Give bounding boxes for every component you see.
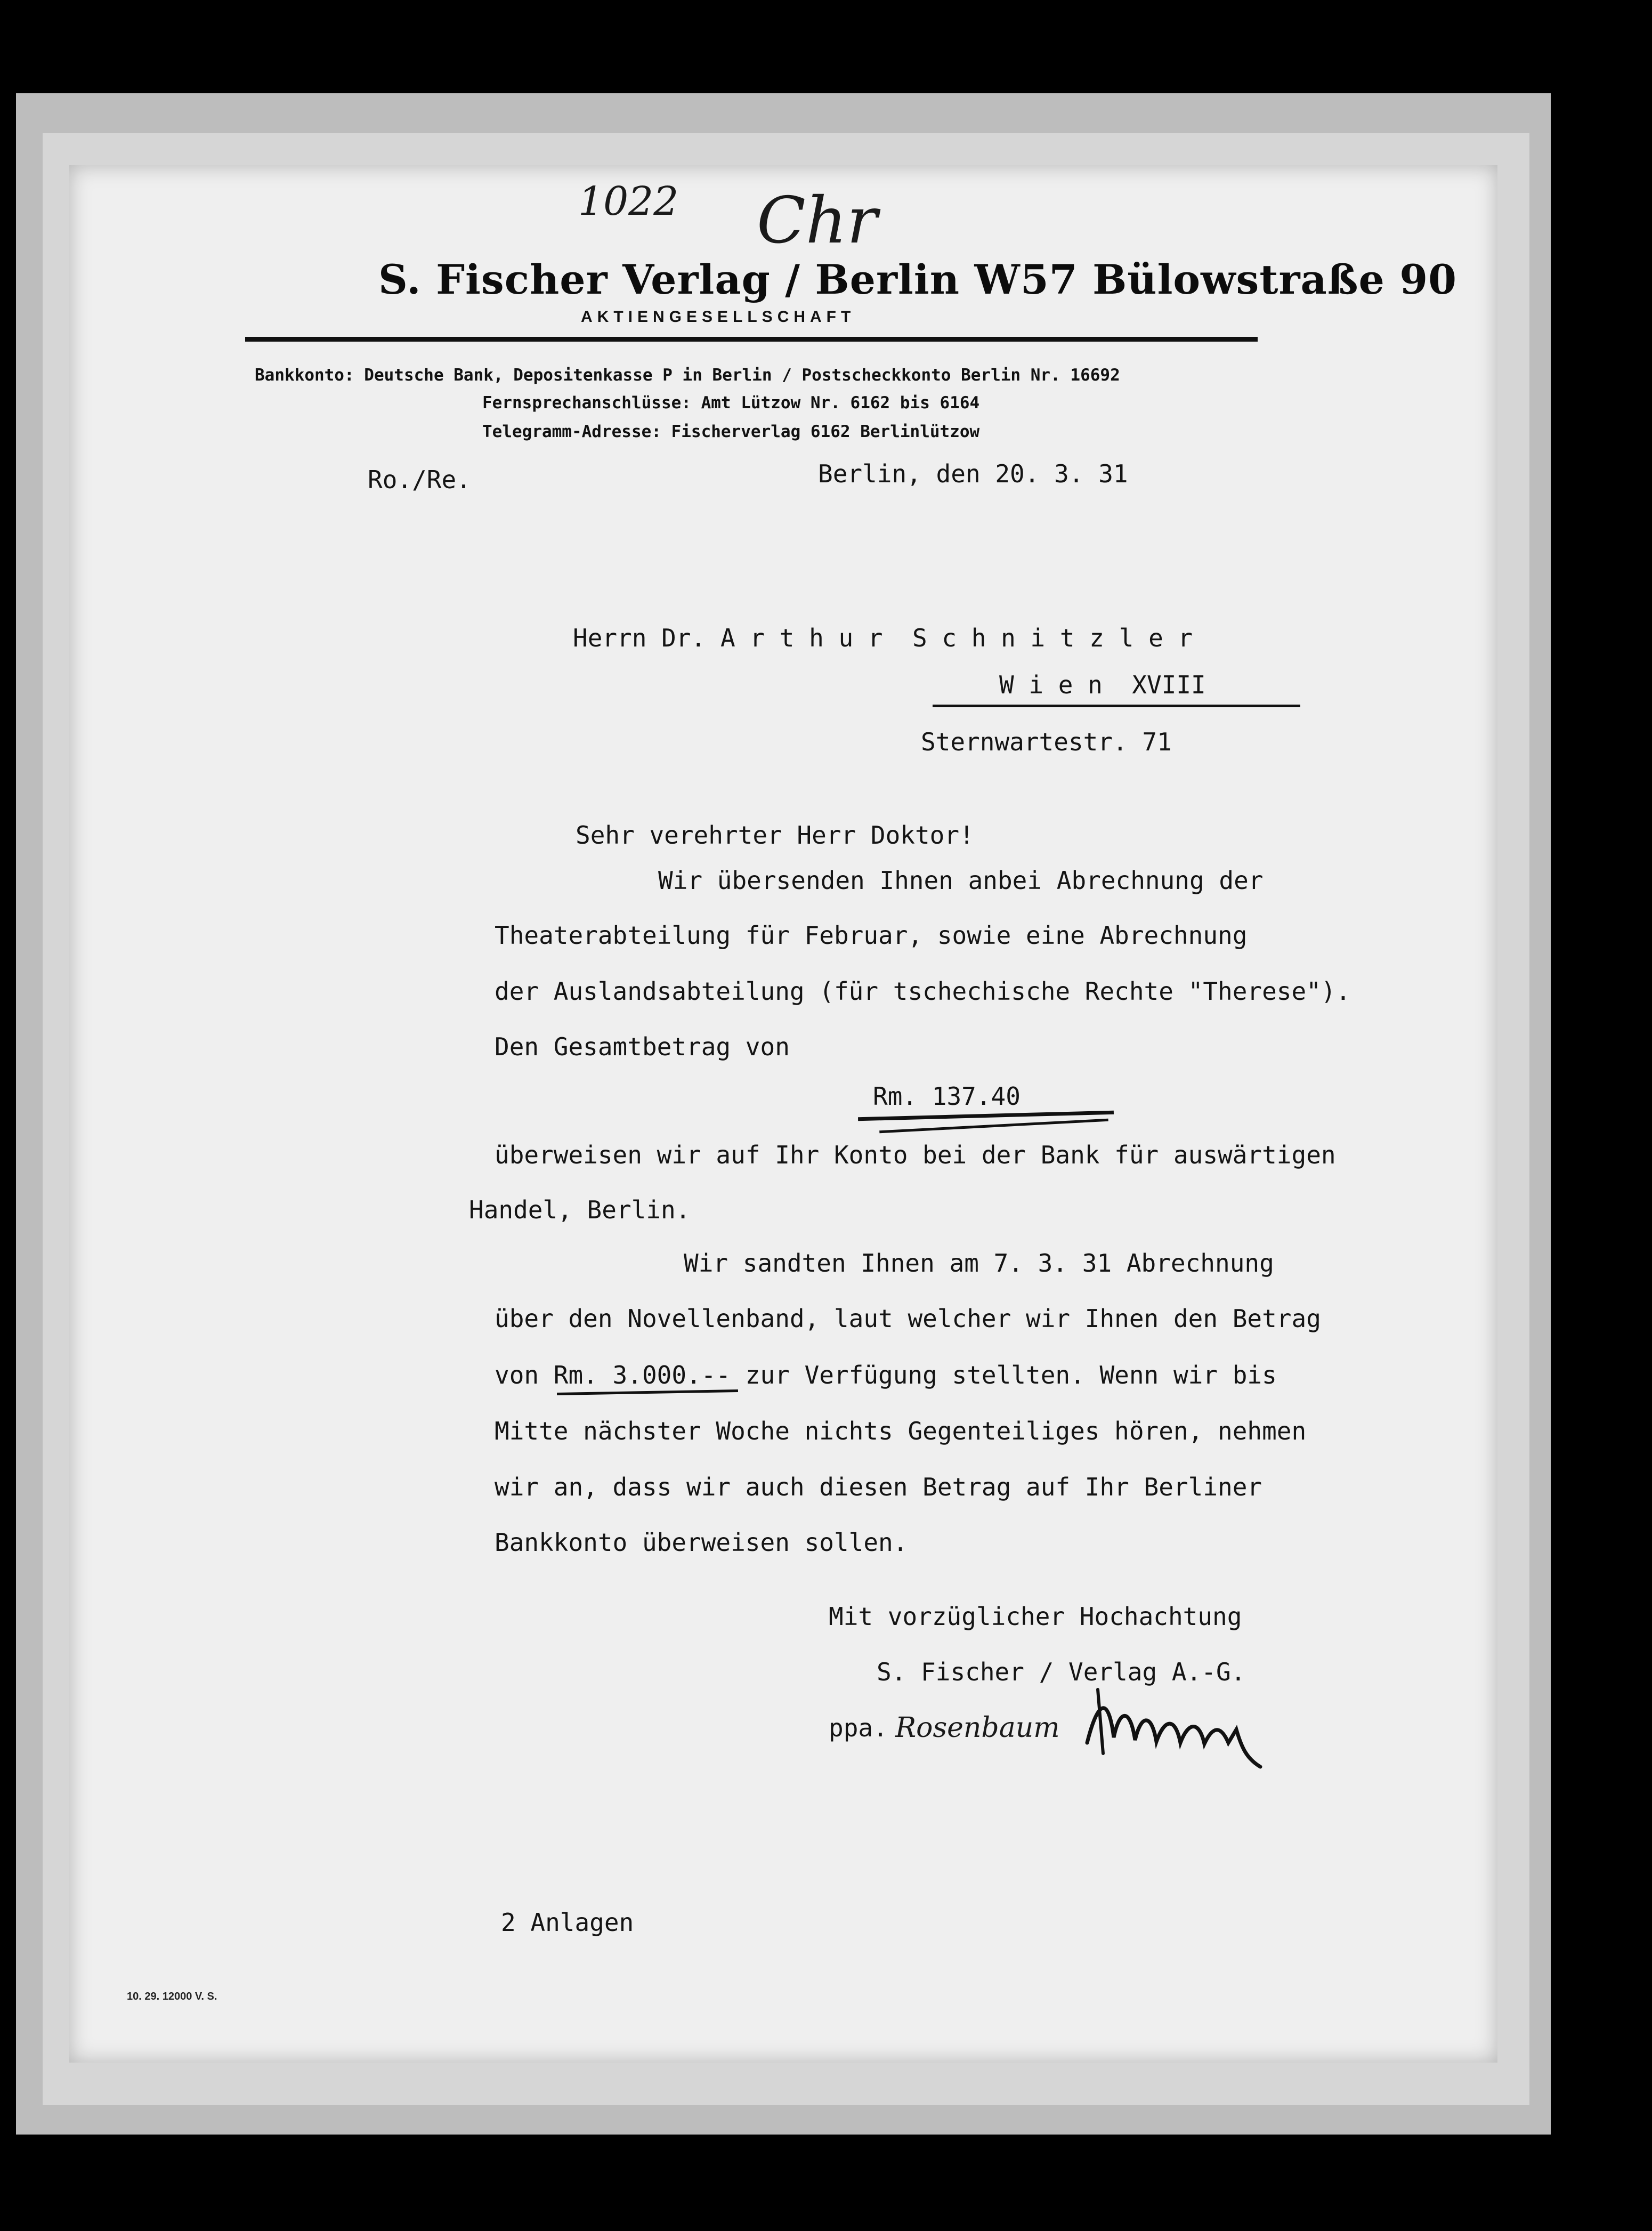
print-code: 10. 29. 12000 V. S.	[127, 1991, 217, 2002]
body-line: über den Novellenband, laut welcher wir Ihnen den Betrag	[495, 1304, 1321, 1333]
letterhead-bank-line: Bankkonto: Deutsche Bank, Depositenkasse P in Berlin / Postscheckkonto Berlin Nr. 16692	[255, 366, 1120, 385]
letterhead-company: S. Fischer Verlag / Berlin W57 Bülowstraße 90	[378, 256, 1457, 303]
body-line: der Auslandsabteilung (für tschechische Rechte "Therese").	[495, 977, 1351, 1006]
body-line: Handel, Berlin.	[469, 1195, 691, 1224]
archive-number: 1022	[578, 179, 679, 224]
body-line: Wir sandten Ihnen am 7. 3. 31 Abrechnung	[684, 1249, 1274, 1278]
body-line: Theaterabteilung für Februar, sowie eine Abrechnung	[495, 921, 1248, 950]
body-line: Bankkonto überweisen sollen.	[495, 1528, 908, 1557]
closing-ppa: ppa.	[829, 1713, 888, 1742]
letterhead-legal-form: AKTIENGESELLSCHAFT	[581, 308, 856, 326]
recipient-street: Sternwartestr. 71	[921, 728, 1172, 756]
recipient-name: Herrn Dr. A r t h u r S c h n i t z l e r	[573, 624, 1193, 652]
signature-scribble	[1076, 1679, 1290, 1775]
body-line: Mitte nächster Woche nichts Gegenteiliges hören, nehmen	[495, 1417, 1307, 1445]
body-line: wir an, dass wir auch diesen Betrag auf Ihr Berliner	[495, 1473, 1262, 1501]
reference-initials: Ro./Re.	[368, 465, 471, 494]
body-line: Wir übersenden Ihnen anbei Abrechnung der	[658, 866, 1264, 895]
amount-line: Rm. 137.40	[873, 1082, 1021, 1111]
salutation: Sehr verehrter Herr Doktor!	[576, 821, 974, 850]
closing-company: S. Fischer / Verlag A.-G.	[877, 1658, 1246, 1686]
closing-greeting: Mit vorzüglicher Hochachtung	[829, 1602, 1242, 1631]
letterhead-telegram-line: Telegramm-Adresse: Fischerverlag 6162 Berlinlützow	[482, 422, 980, 441]
letter-page	[69, 165, 1497, 2063]
recipient-city-underline	[933, 705, 1300, 707]
archive-mark: Chr	[757, 184, 878, 258]
date-line: Berlin, den 20. 3. 31	[818, 459, 1128, 488]
body-line: Den Gesamtbetrag von	[495, 1032, 790, 1061]
enclosures: 2 Anlagen	[501, 1908, 634, 1937]
letterhead-rule	[245, 337, 1258, 342]
letterhead-phone-line: Fernsprechanschlüsse: Amt Lützow Nr. 6162 bis 6164	[482, 393, 980, 413]
signature-rosenbaum: Rosenbaum	[895, 1712, 1060, 1744]
body-line: überweisen wir auf Ihr Konto bei der Bank für auswärtigen	[495, 1141, 1336, 1169]
body-line: von Rm. 3.000.-- zur Verfügung stellten. Wenn wir bis	[495, 1361, 1277, 1389]
recipient-city: W i e n XVIII	[999, 670, 1206, 699]
